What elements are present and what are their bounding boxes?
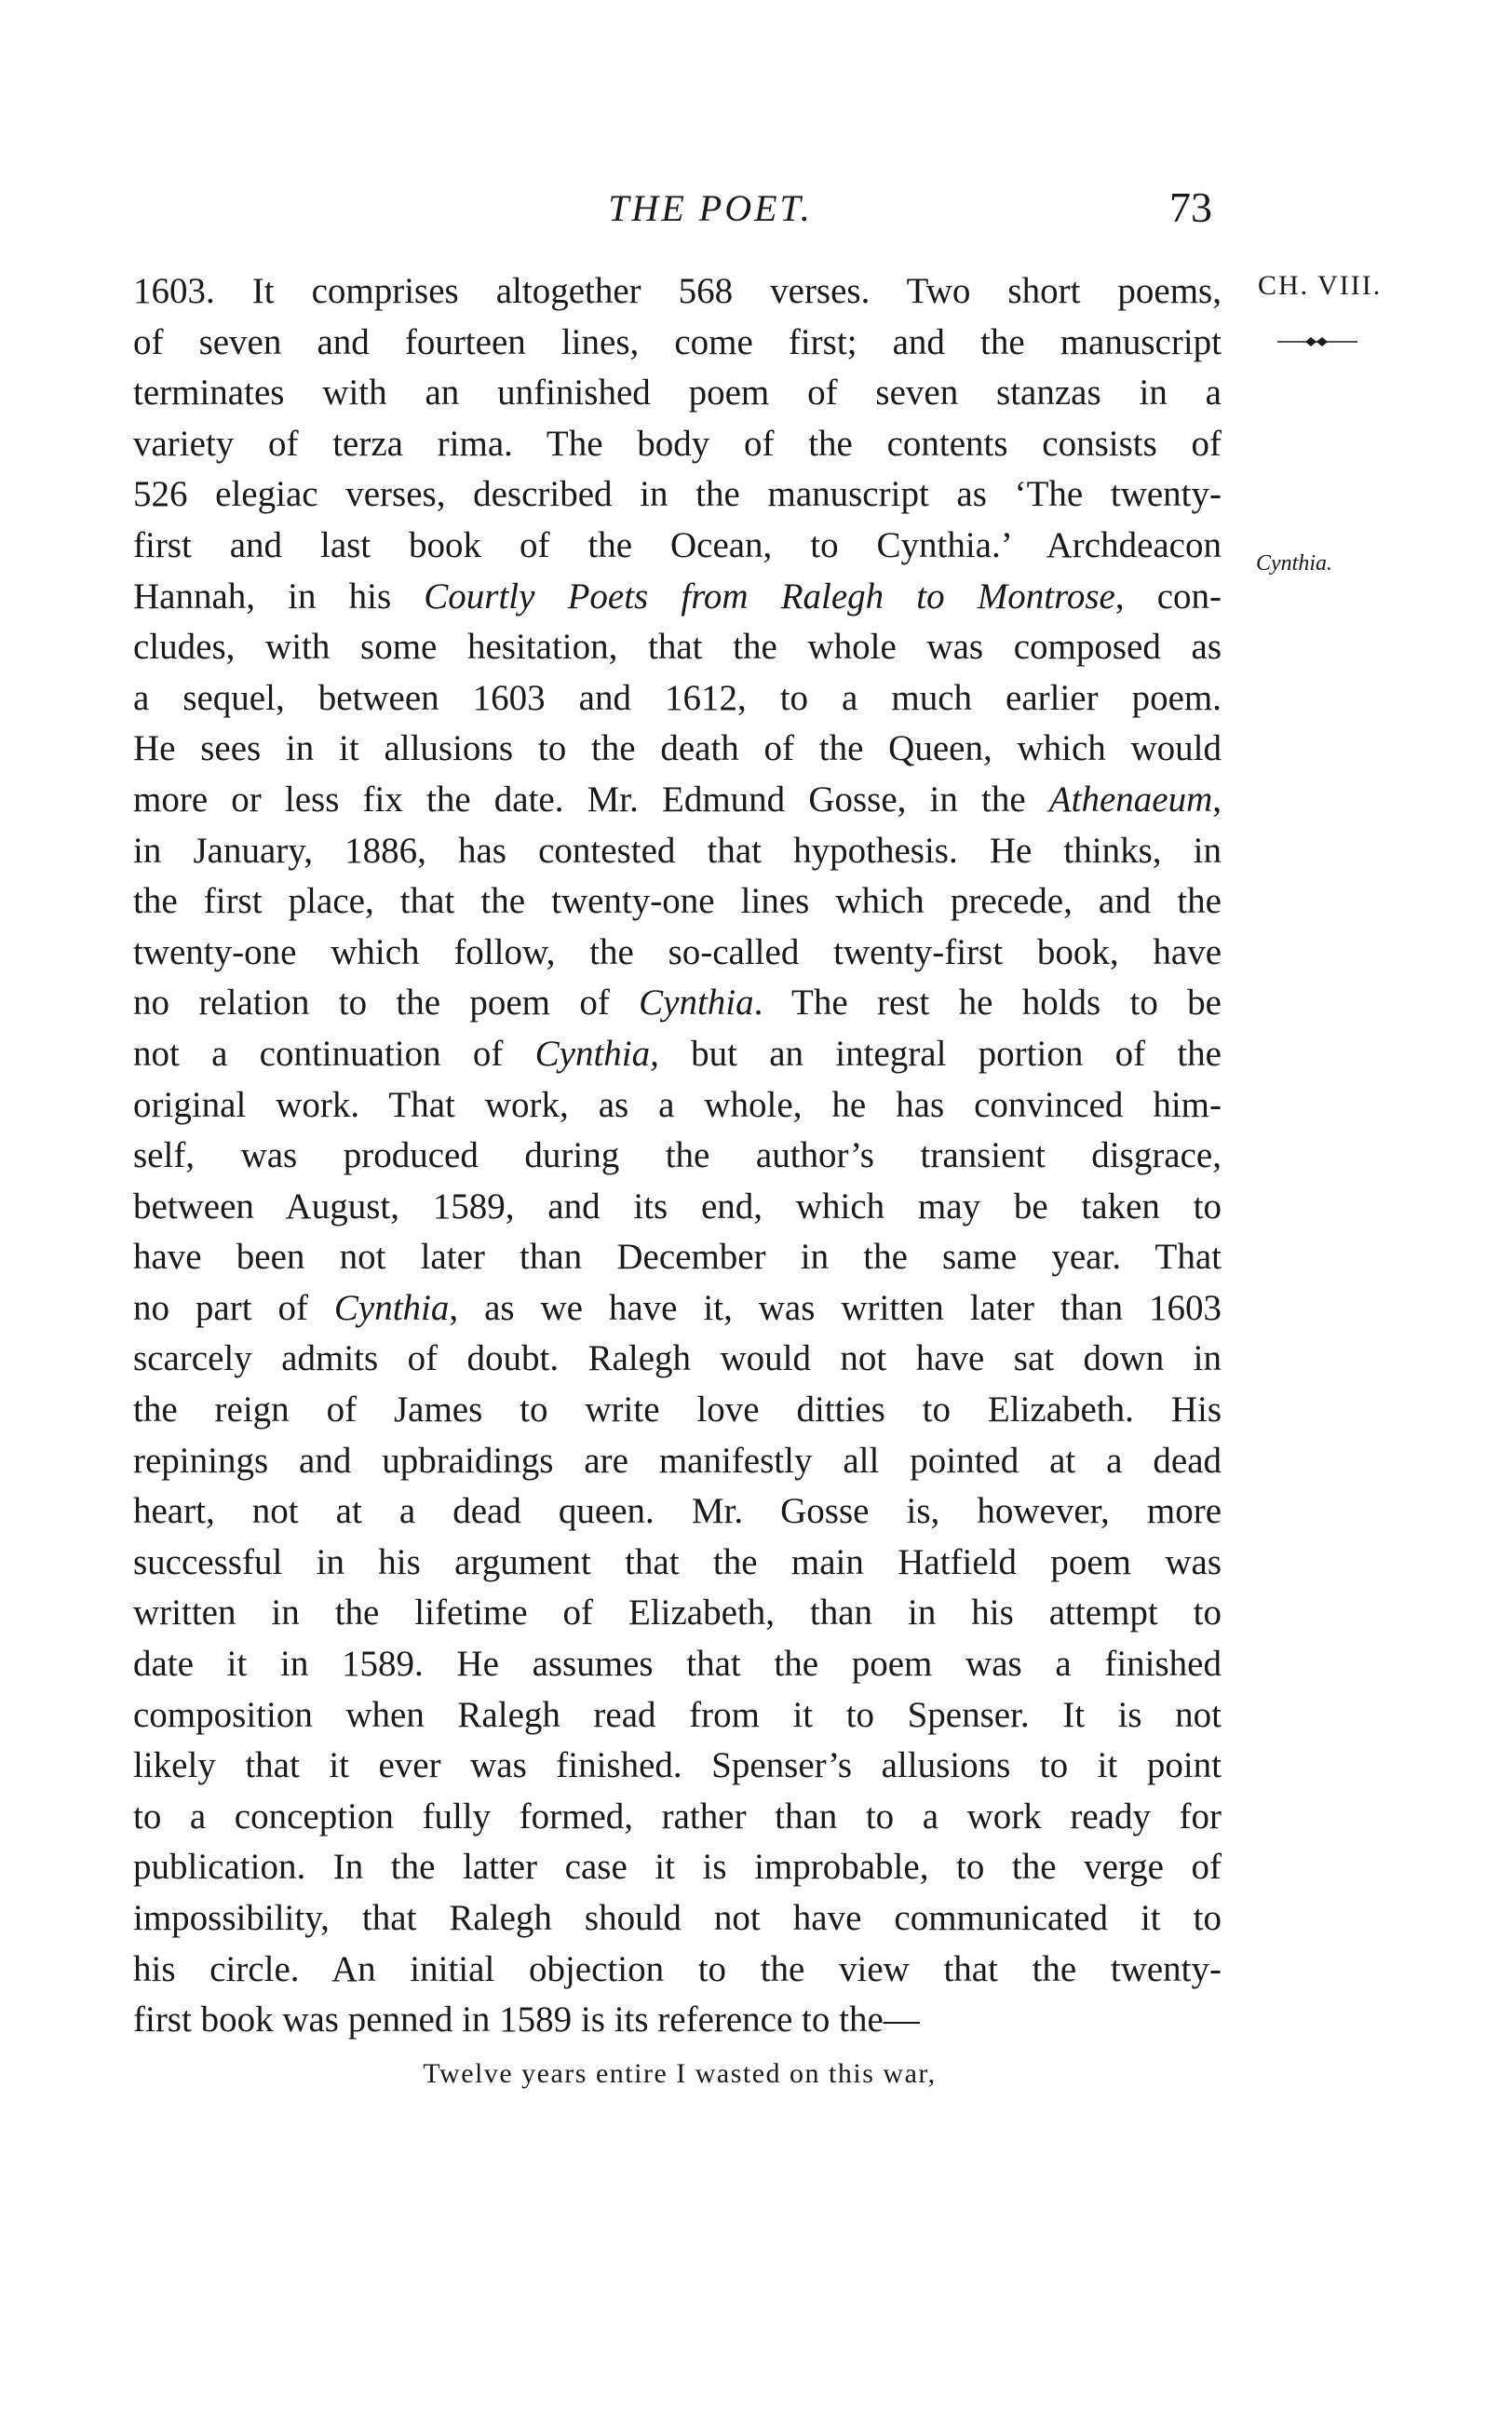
text-segment: in January, 1886, has contested that hypothesis. He thinks, in (133, 830, 1222, 871)
text-line (133, 876, 1222, 928)
text-line (133, 368, 1222, 419)
body-text (133, 266, 1222, 2046)
text-segment: first book was penned in 1589 is its reference to the— (133, 2000, 920, 2040)
running-title: THE POET. (608, 187, 813, 229)
text-line (133, 266, 1222, 318)
text-line (133, 572, 1222, 623)
italic-title: Courtly Poets from Ralegh to Montrose (424, 576, 1115, 617)
text-segment: Hannah, in his (133, 576, 425, 617)
text-line (133, 1080, 1222, 1132)
ornament-divider-icon (1277, 335, 1357, 348)
text-segment: composition when Ralegh read from it to Spenser. It is not (133, 1694, 1222, 1735)
text-line (133, 469, 1222, 521)
text-line (133, 775, 1222, 826)
verse-quote: Twelve years entire I wasted on this war, (423, 2058, 937, 2089)
text-line (133, 928, 1222, 979)
text-segment: 1603. It comprises altogether 568 verses. Two short poems, (133, 271, 1222, 311)
text-line (133, 1945, 1222, 1996)
text-line (133, 622, 1222, 673)
text-line (133, 419, 1222, 470)
text-line (133, 521, 1222, 572)
text-segment: a sequel, between 1603 and 1612, to a much earlier poem. (133, 677, 1222, 718)
text-line (133, 1588, 1222, 1639)
text-line (133, 1182, 1222, 1233)
text-segment: terminates with an unfinished poem of seven stanzas in a (133, 373, 1222, 413)
text-line (133, 318, 1222, 369)
text-line (133, 1639, 1222, 1690)
text-line (133, 826, 1222, 877)
text-segment: date it in 1589. He assumes that the poem was a finished (133, 1644, 1222, 1685)
text-segment: repinings and upbraidings are manifestly all pointed at a dead (133, 1440, 1222, 1481)
page-number: 73 (1169, 183, 1212, 231)
text-line (133, 1995, 1222, 2046)
text-segment: cludes, with some hesitation, that the whole was composed as (133, 627, 1222, 668)
text-segment: publication. In the latter case it is improbable, to the verge of (133, 1847, 1222, 1888)
text-segment: not a continuation of (133, 1033, 535, 1074)
text-line (133, 1893, 1222, 1945)
italic-title: Cynthia, (534, 1033, 659, 1074)
italic-title: Athenaeum (1048, 779, 1213, 820)
text-line (133, 1690, 1222, 1742)
text-segment: heart, not at a dead queen. Mr. Gosse is, however, more (133, 1491, 1222, 1532)
margin-note-cynthia: Cynthia. (1256, 551, 1332, 576)
text-line (133, 1029, 1222, 1080)
text-segment: , (1212, 779, 1222, 820)
text-line (133, 1334, 1222, 1385)
text-segment: no relation to the poem of (133, 983, 640, 1023)
text-line (133, 1232, 1222, 1283)
text-segment: successful in his argument that the main Hatfield poem was (133, 1541, 1222, 1582)
text-segment: twenty-one which follow, the so-called twenty-first book, have (133, 931, 1222, 972)
text-segment: more or less fix the date. Mr. Edmund Gosse, in the (133, 779, 1049, 820)
italic-title: Cynthia (639, 983, 754, 1023)
text-line (133, 1131, 1222, 1182)
text-segment: He sees in it allusions to the death of the Queen, which would (133, 728, 1222, 769)
text-line (133, 1741, 1222, 1792)
text-segment: but an integral portion of the (658, 1033, 1222, 1074)
text-line (133, 1436, 1222, 1487)
text-segment: . The rest he holds to be (753, 983, 1222, 1023)
text-segment: scarcely admits of doubt. Ralegh would not have sat down in (133, 1338, 1222, 1379)
text-segment: no part of (133, 1287, 334, 1328)
text-segment: written in the lifetime of Elizabeth, than in his attempt to (133, 1593, 1222, 1634)
text-segment: the reign of James to write love ditties to Elizabeth. His (133, 1390, 1222, 1430)
text-line (133, 1385, 1222, 1436)
italic-title: Cynthia (333, 1287, 450, 1328)
text-line (133, 1842, 1222, 1893)
text-segment: have been not later than December in the same year. That (133, 1237, 1222, 1278)
text-segment: likely that it ever was finished. Spenser’s allusions to it point (133, 1745, 1222, 1786)
text-line (133, 1538, 1222, 1589)
text-segment: the first place, that the twenty-one lines which precede, and the (133, 881, 1222, 922)
text-segment: to a conception fully formed, rather than to a work ready for (133, 1796, 1222, 1837)
text-segment: between August, 1589, and its end, which may be taken to (133, 1186, 1222, 1227)
text-segment: original work. That work, as a whole, he has convinced him- (133, 1084, 1222, 1125)
text-line (133, 1486, 1222, 1538)
text-segment: self, was produced during the author’s transient disgrace, (133, 1135, 1222, 1176)
text-line (133, 724, 1222, 775)
text-line (133, 978, 1222, 1029)
text-line (133, 1283, 1222, 1335)
text-segment: his circle. An initial objection to the view that the twenty- (133, 1948, 1222, 1989)
text-line (133, 1792, 1222, 1843)
margin-chapter-label: CH. VIII. (1258, 270, 1383, 301)
text-segment: impossibility, that Ralegh should not have communicated it to (133, 1898, 1222, 1938)
text-segment: , con- (1114, 576, 1222, 617)
text-segment: variety of terza rima. The body of the contents consists of (133, 423, 1222, 464)
text-segment: 526 elegiac verses, described in the manuscript as ‘The twenty- (133, 474, 1222, 515)
text-segment: of seven and fourteen lines, come first; and the manuscript (133, 321, 1222, 362)
text-line (133, 673, 1222, 725)
text-segment: first and last book of the Ocean, to Cynthia.’ Archdeacon (133, 524, 1222, 565)
text-segment: , as we have it, was written later than 1603 (449, 1287, 1222, 1328)
